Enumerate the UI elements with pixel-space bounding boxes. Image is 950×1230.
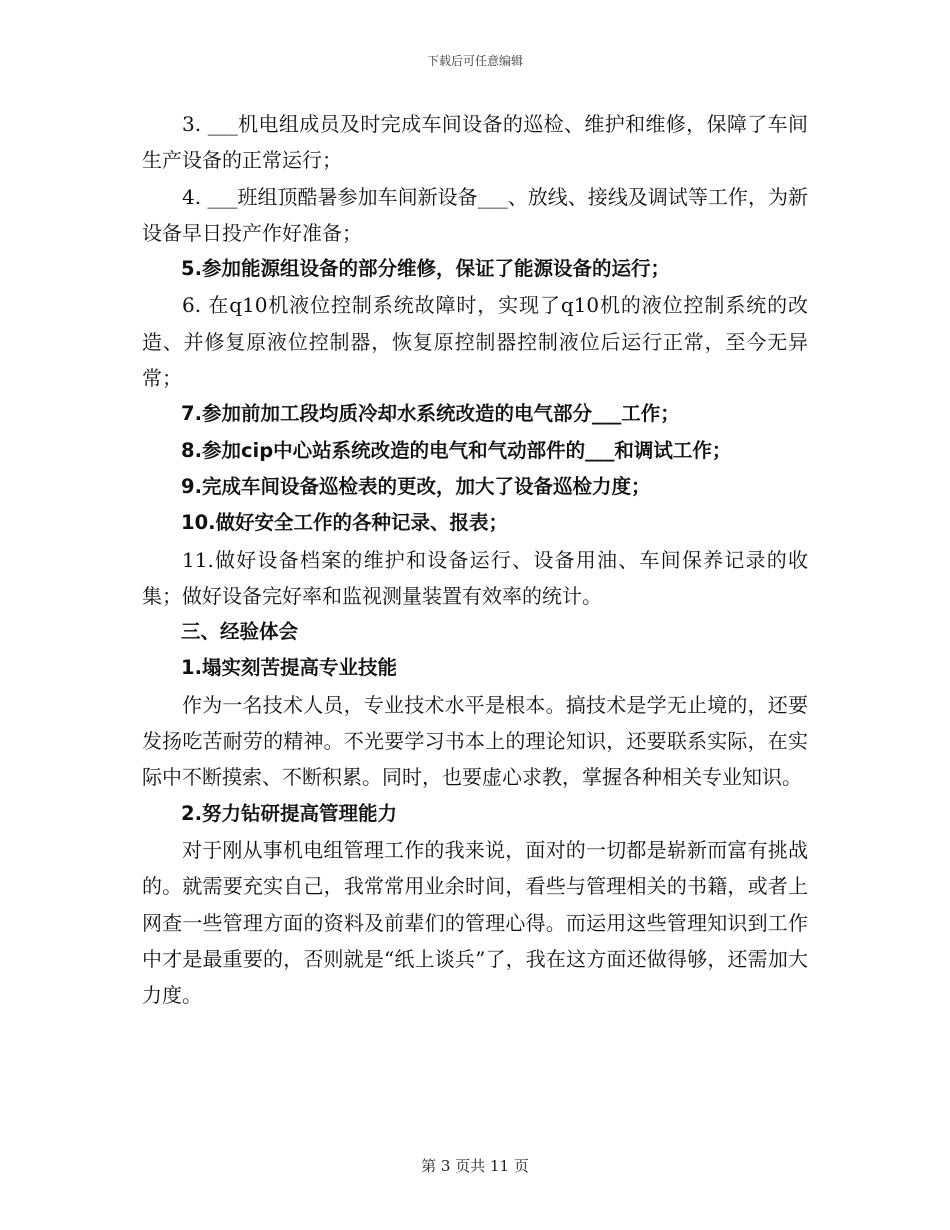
page-header: 下载后可任意编辑 (426, 54, 523, 68)
section-heading-experience: 三、经验体会 (181, 620, 299, 644)
page-footer: 第 3 页共 11 页 (421, 1157, 529, 1175)
paragraph-management: 对于刚从事机电组管理工作的我来说，面对的一切都是崭新而富有挑战的。就需要充实自己，我常常用业余时间，看些与管理相关的书籍，或者上网查一些管理方面的资料及前辈们的管理心得。而运用这些管理知识到工作中才是最重要的，否则就是“纸上谈兵”了，我在这方面还做得够，还需加大力度。 (142, 837, 808, 1008)
paragraph-item-7: 7.参加前加工段均质冷却水系统改造的电气部分___工作； (181, 402, 680, 426)
paragraph-item-3: 3. ___机电组成员及时完成车间设备的巡检、维护和维修，保障了车间生产设备的正常运行； (142, 112, 808, 173)
document-body (142, 106, 808, 1013)
subheading-management: 2.努力钻研提高管理能力 (181, 801, 397, 825)
paragraph-item-11: 11.做好设备档案的维护和设备运行、设备用油、车间保养记录的收集；做好设备完好率和监视测量装置有效率的统计。 (142, 547, 808, 608)
paragraph-item-4: 4. ___班组顶酷暑参加车间新设备___、放线、接线及调试等工作，为新设备早日投产作好准备； (142, 184, 808, 245)
paragraph-item-9: 9.完成车间设备巡检表的更改，加大了设备巡检力度； (181, 474, 651, 498)
paragraph-item-8: 8.参加cip中心站系统改造的电气和气动部件的___和调试工作； (181, 438, 732, 462)
paragraph-item-10: 10.做好安全工作的各种记录、报表； (181, 511, 509, 535)
subheading-skills: 1.塌实刻苦提高专业技能 (181, 656, 397, 680)
paragraph-item-5: 5.参加能源组设备的部分维修，保证了能源设备的运行； (181, 257, 670, 281)
paragraph-skills: 作为一名技术人员，专业技术水平是根本。搞技术是学无止境的，还要发扬吃苦耐劳的精神。不光要学习书本上的理论知识，还要联系实际，在实际中不断摸索、不断积累。同时，也要虚心求教，掌握各种相关专业知识。 (142, 692, 808, 790)
paragraph-item-6: 6. 在q10机液位控制系统故障时，实现了q10机的液位控制系统的改造、并修复原液位控制器，恢复原控制器控制液位后运行正常，至今无异常； (142, 293, 808, 391)
